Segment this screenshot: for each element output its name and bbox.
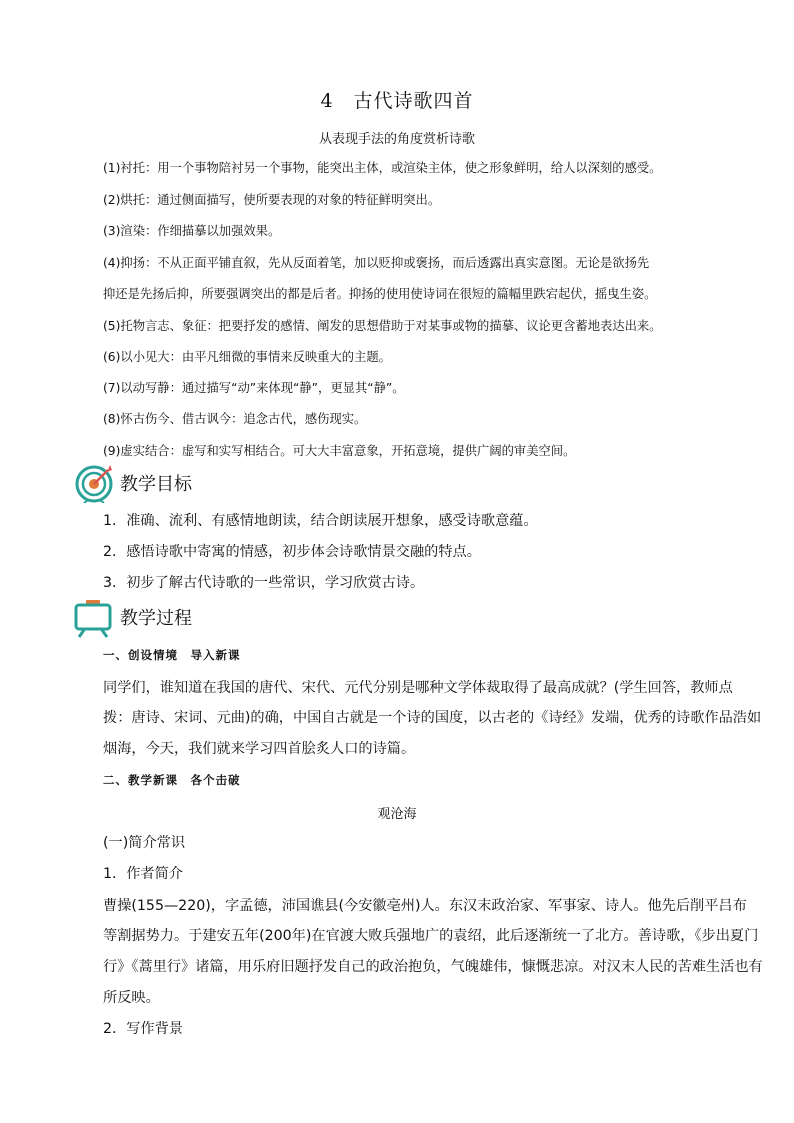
section-2-heading: 二、教学新课 各个击破 (103, 773, 241, 787)
technique-5: (5)托物言志、象征：把要抒发的感情、阐发的思想借助于对某事或物的描摹、议论更含蓄地表达出来。 (103, 319, 662, 333)
intro-line-1: 同学们，谁知道在我国的唐代、宋代、元代分别是哪种文学体裁取得了最高成就？(学生回答，教师点 (103, 680, 733, 696)
section-1-heading: 一、创设情境 导入新课 (103, 648, 241, 662)
technique-7: (7)以动写静：通过描写“动”来体现“静”，更显其“静”。 (103, 381, 405, 395)
technique-6: (6)以小见大：由平凡细微的事情来反映重大的主题。 (103, 350, 391, 364)
author-line-2: 等割据势力。于建安五年(200年)在官渡大败兵强地广的袁绍，此后逐渐统一了北方。善诗歌，《步出夏门 (103, 928, 759, 944)
goal-3: 3．初步了解古代诗歌的一些常识，学习欣赏古诗。 (103, 575, 425, 591)
intro-line-3: 烟海，今天，我们就来学习四首脍炙人口的诗篇。 (103, 741, 416, 757)
page-subtitle: 从表现手法的角度赏析诗歌 (318, 132, 475, 147)
goal-1: 1．准确、流利、有感情地朗读，结合朗读展开想象，感受诗歌意蕴。 (103, 513, 538, 529)
technique-9: (9)虚实结合：虚写和实写相结合。可大大丰富意象，开拓意境，提供广阔的审美空间。 (103, 444, 576, 458)
subsection-1-2: 2．写作背景 (103, 1021, 183, 1037)
technique-3: (3)渲染：作细描摹以加强效果。 (103, 224, 281, 238)
technique-1: (1)衬托：用一个事物陪衬另一个事物，能突出主体，或渲染主体，使之形象鲜明，给人以深刻的感受。 (103, 161, 662, 175)
intro-line-2: 拨：唐诗、宋词、元曲)的确，中国自古就是一个诗的国度，以古老的《诗经》发端，优秀的诗歌作品浩如 (103, 710, 762, 726)
page-title: 4 古代诗歌四首 (320, 90, 474, 112)
goal-2: 2．感悟诗歌中寄寓的情感，初步体会诗歌情景交融的特点。 (103, 544, 481, 560)
subsection-1: (一)简介常识 (103, 835, 186, 851)
blackboard-icon (73, 600, 113, 638)
goals-heading: 教学目标 (120, 474, 192, 495)
target-icon (74, 463, 114, 503)
technique-4-cont: 抑还是先扬后抑，所要强调突出的都是后者。抑扬的使用使诗词在很短的篇幅里跌宕起伏，摇曳生姿。 (103, 287, 657, 301)
poem-title: 观沧海 (377, 807, 417, 822)
technique-8: (8)怀古伤今、借古讽今：追念古代，感伤现实。 (103, 412, 367, 426)
technique-4: (4)抑扬：不从正面平铺直叙，先从反面着笔，加以贬抑或褒扬，而后透露出真实意图。无论是欲扬先 (103, 256, 650, 270)
author-line-4: 所反映。 (103, 990, 160, 1006)
author-line-3: 行》《蒿里行》诸篇，用乐府旧题抒发自己的政治抱负，气魄雄伟，慷慨悲凉。对汉末人民的苦难生活也有 (103, 959, 763, 975)
process-heading: 教学过程 (120, 608, 192, 629)
technique-2: (2)烘托：通过侧面描写，使所要表现的对象的特征鲜明突出。 (103, 193, 441, 207)
subsection-1-1: 1．作者简介 (103, 866, 183, 882)
author-line-1: 曹操(155—220)，字孟德，沛国谯县(今安徽亳州)人。东汉末政治家、军事家、诗人。他先后削平吕布 (103, 898, 747, 914)
